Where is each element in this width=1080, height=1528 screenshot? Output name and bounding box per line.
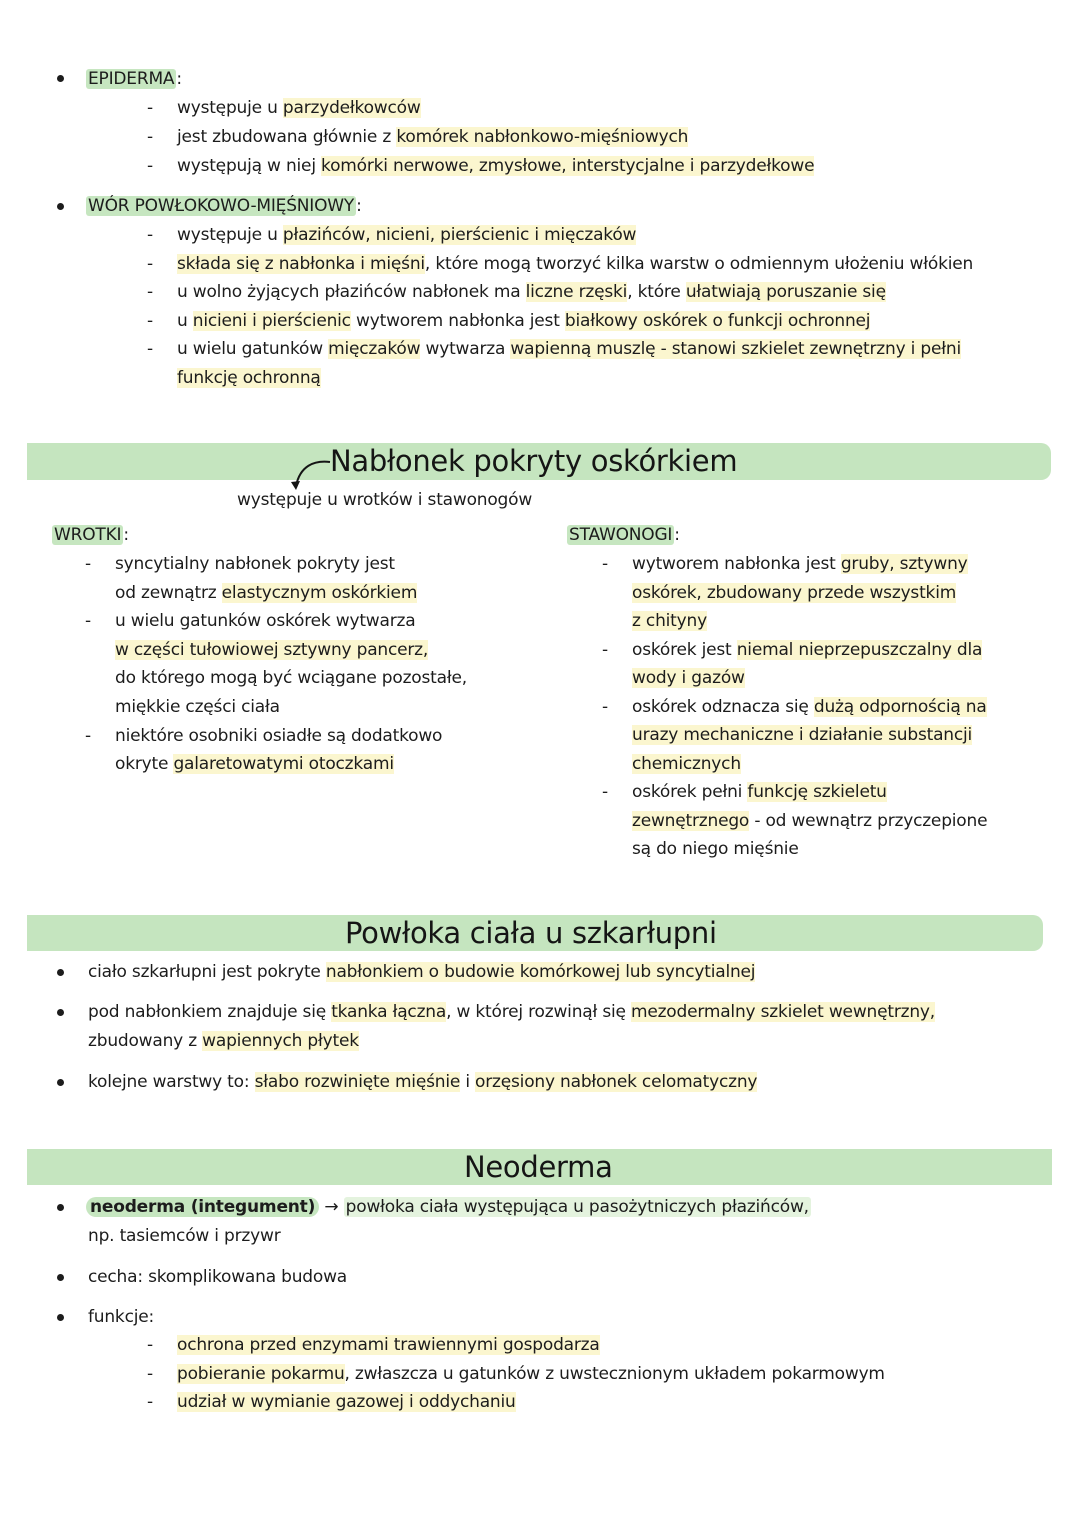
stawonogi-item bbox=[632, 753, 741, 775]
bullet-icon bbox=[57, 1009, 64, 1016]
wor-item: u nicieni i pierścienic wytworem nabłonka jest białkowy oskórek o funkcji ochronnej bbox=[177, 310, 871, 331]
neoderma-function-item bbox=[177, 1391, 516, 1413]
dash-icon: - bbox=[602, 696, 609, 717]
dash-icon: - bbox=[147, 1363, 154, 1384]
wor-heading: WÓR POWŁOKOWO-MIĘŚNIOWY : bbox=[88, 196, 362, 216]
highlighted-text: zewnętrznego bbox=[632, 810, 750, 831]
bullet-icon bbox=[57, 969, 64, 976]
highlighted-text: pobieranie pokarmu bbox=[177, 1363, 345, 1384]
wor-item bbox=[177, 367, 321, 389]
neoderma-definition-cont: np. tasiemców i przywr bbox=[88, 1226, 281, 1246]
dash-icon: - bbox=[147, 127, 154, 147]
szkarlupnie-item: ciało szkarłupni jest pokryte nabłonkiem o budowie komórkowej lub syncytialnej bbox=[88, 962, 756, 982]
section-title-neoderma: Neoderma bbox=[464, 1150, 613, 1184]
dash-icon: - bbox=[85, 554, 92, 574]
neoderma-function-item bbox=[177, 1334, 600, 1356]
wrotki-item: do którego mogą być wciągane pozostałe, bbox=[115, 668, 467, 689]
stawonogi-item bbox=[632, 667, 745, 689]
wrotki-item: miękkie części ciała bbox=[115, 697, 280, 717]
wrotki-item: od zewnątrz elastycznym oskórkiem bbox=[115, 582, 418, 603]
highlighted-text: ułatwiają poruszanie się bbox=[685, 282, 886, 303]
highlighted-text: tkanka łączna bbox=[331, 1002, 447, 1022]
highlighted-text: płazińców, nicieni, pierścienic i mięczaków bbox=[282, 225, 637, 245]
dash-icon: - bbox=[147, 282, 154, 303]
section-title-szkarlupnie: Powłoka ciała u szkarłupni bbox=[345, 916, 717, 950]
dash-icon: - bbox=[147, 1392, 154, 1412]
bullet-icon bbox=[57, 203, 64, 210]
dash-icon: - bbox=[147, 253, 154, 274]
dash-icon: - bbox=[147, 339, 154, 360]
szkarlupnie-item: zbudowany z wapiennych płytek bbox=[88, 1031, 359, 1051]
neoderma-term: neoderma (integument) bbox=[86, 1197, 319, 1217]
stawonogi-item: są do niego mięśnie bbox=[632, 839, 799, 859]
wrotki-heading: WROTKI : bbox=[54, 525, 129, 545]
dash-icon: - bbox=[85, 725, 92, 746]
wrotki-item: okryte galaretowatymi otoczkami bbox=[115, 754, 394, 775]
highlighted-text: białkowy oskórek o funkcji ochronnej bbox=[564, 310, 871, 331]
section-note: występuje u wrotków i stawonogów bbox=[237, 490, 533, 510]
highlighted-text: niemal nieprzepuszczalny dla bbox=[736, 639, 983, 660]
stawonogi-item: wytworem nabłonka jest gruby, sztywny bbox=[632, 554, 968, 574]
neoderma-function-item: pobieranie pokarmu, zwłaszcza u gatunków z uwstecznionym układem pokarmowym bbox=[177, 1363, 885, 1384]
dash-icon: - bbox=[147, 225, 154, 245]
highlighted-text: oskórek, zbudowany przede wszystkim bbox=[632, 582, 957, 603]
bullet-icon bbox=[57, 1314, 64, 1321]
wrotki-item bbox=[115, 639, 428, 661]
dash-icon: - bbox=[147, 310, 154, 331]
stawonogi-item bbox=[632, 582, 956, 604]
dash-icon: - bbox=[602, 554, 609, 574]
highlighted-text: wody i gazów bbox=[632, 668, 745, 688]
epiderma-heading: EPIDERMA : bbox=[88, 69, 182, 89]
highlighted-text: słabo rozwinięte mięśnie bbox=[254, 1072, 461, 1092]
highlighted-text: komórek nabłonkowo-mięśniowych bbox=[396, 127, 689, 147]
neoderma-definition: neoderma (integument) → powłoka ciała występująca u pasożytniczych płazińców, bbox=[86, 1196, 811, 1218]
highlighted-text: urazy mechaniczne i działanie substancji bbox=[632, 725, 973, 745]
highlighted-text: wapienną muszlę - stanowi szkielet zewnętrzny i pełni bbox=[510, 339, 961, 360]
highlighted-text: ochrona przed enzymami trawiennymi gospodarza bbox=[177, 1335, 600, 1355]
highlighted-text: elastycznym oskórkiem bbox=[221, 582, 418, 603]
highlighted-text: funkcję szkieletu bbox=[747, 782, 887, 802]
wor-item: występuje u płazińców, nicieni, pierścienic i mięczaków bbox=[177, 225, 637, 245]
highlighted-text: mezodermalny szkielet wewnętrzny, bbox=[630, 1002, 935, 1022]
wor-item: składa się z nabłonka i mięśni, które mogą tworzyć kilka warstw o odmiennym ułożeniu włókien bbox=[177, 253, 974, 274]
wrotki-item: niektóre osobniki osiadłe są dodatkowo bbox=[115, 725, 443, 746]
wrotki-item: u wielu gatunków oskórek wytwarza bbox=[115, 611, 416, 632]
highlighted-text: liczne rzęski bbox=[525, 282, 628, 303]
neoderma-functions-label: funkcje: bbox=[88, 1307, 155, 1327]
highlighted-text: nabłonkiem o budowie komórkowej lub syncytialnej bbox=[325, 962, 756, 982]
highlighted-text: orzęsiony nabłonek celomatyczny bbox=[475, 1072, 758, 1092]
neoderma-feature: cecha: skomplikowana budowa bbox=[88, 1267, 348, 1287]
stawonogi-item: oskórek pełni funkcję szkieletu bbox=[632, 782, 887, 802]
bullet-icon bbox=[57, 75, 64, 82]
highlighted-text: dużą odpornością na bbox=[813, 696, 987, 717]
bullet-icon bbox=[57, 1079, 64, 1086]
highlighted-text: gruby, sztywny bbox=[840, 554, 968, 574]
highlighted-text: w części tułowiowej sztywny pancerz, bbox=[115, 639, 429, 660]
highlighted-text: wapiennych płytek bbox=[202, 1031, 359, 1051]
stawonogi-item: oskórek odznacza się dużą odpornością na bbox=[632, 696, 987, 717]
highlighted-text: mięczaków bbox=[328, 339, 421, 360]
highlighted-text: chemicznych bbox=[632, 753, 741, 774]
highlighted-text: funkcję ochronną bbox=[177, 368, 321, 388]
stawonogi-heading: STAWONOGI : bbox=[569, 525, 680, 545]
arrow-icon: → bbox=[324, 1197, 339, 1217]
dash-icon: - bbox=[147, 98, 154, 118]
stawonogi-item: oskórek jest niemal nieprzepuszczalny dla bbox=[632, 639, 983, 660]
highlighted-text: udział w wymianie gazowej i oddychaniu bbox=[177, 1392, 516, 1412]
epiderma-item: jest zbudowana głównie z komórek nabłonkowo-mięśniowych bbox=[177, 127, 689, 147]
dash-icon: - bbox=[147, 156, 154, 176]
stawonogi-item bbox=[632, 724, 972, 746]
highlighted-text: nicieni i pierścienic bbox=[192, 310, 351, 331]
dash-icon: - bbox=[602, 782, 609, 802]
highlighted-text: składa się z nabłonka i mięśni bbox=[177, 253, 425, 274]
highlighted-text: parzydełkowców bbox=[282, 98, 421, 118]
highlighted-text: galaretowatymi otoczkami bbox=[173, 754, 394, 775]
wor-item: u wolno żyjących płazińców nabłonek ma liczne rzęski, które ułatwiają poruszanie się bbox=[177, 282, 886, 303]
dash-icon: - bbox=[147, 1335, 154, 1355]
dash-icon: - bbox=[602, 639, 609, 660]
stawonogi-item bbox=[632, 610, 707, 632]
bullet-icon bbox=[57, 1204, 64, 1211]
bullet-icon bbox=[57, 1274, 64, 1281]
wor-item: u wielu gatunków mięczaków wytwarza wapienną muszlę - stanowi szkielet zewnętrzny i pełni bbox=[177, 339, 961, 360]
szkarlupnie-item: pod nabłonkiem znajduje się tkanka łączna, w której rozwinął się mezodermalny szkielet wewnętrzny, bbox=[88, 1002, 935, 1022]
wrotki-item: syncytialny nabłonek pokryty jest bbox=[115, 554, 395, 574]
szkarlupnie-item: kolejne warstwy to: słabo rozwinięte mięśnie i orzęsiony nabłonek celomatyczny bbox=[88, 1072, 758, 1092]
epiderma-item: występuje u parzydełkowców bbox=[177, 98, 421, 118]
dash-icon: - bbox=[85, 611, 92, 632]
epiderma-item: występują w niej komórki nerwowe, zmysłowe, interstycjalne i parzydełkowe bbox=[177, 156, 815, 176]
stawonogi-item: zewnętrznego - od wewnątrz przyczepione bbox=[632, 810, 988, 831]
section-title-oskorek: Nabłonek pokryty oskórkiem bbox=[330, 444, 738, 478]
highlighted-text: komórki nerwowe, zmysłowe, interstycjalne i parzydełkowe bbox=[321, 156, 815, 176]
highlighted-text: z chityny bbox=[632, 611, 707, 631]
